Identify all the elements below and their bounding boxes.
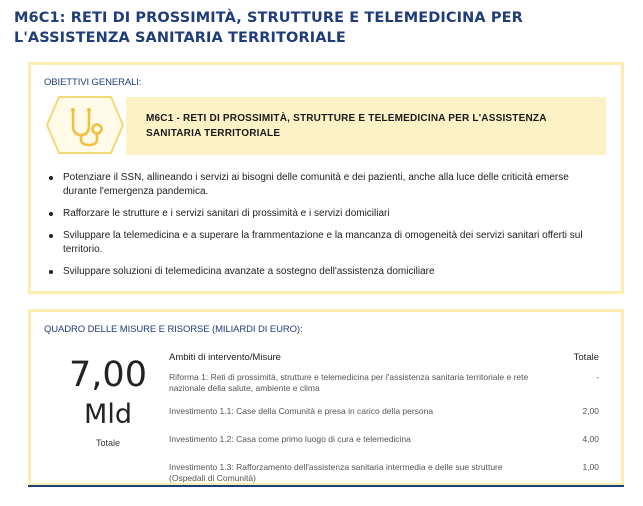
table-row (169, 402, 599, 430)
bullet-icon (49, 176, 53, 180)
measures-table (169, 352, 599, 490)
objectives-panel (28, 62, 624, 294)
measures-label: QUADRO DELLE MISURE E RISORSE (MILIARDI DI EURO): (44, 324, 303, 335)
measure-total: 4,00 (582, 434, 599, 444)
list-item: Rafforzare le strutture e i servizi sanitari di prossimità e i servizi domiciliari (45, 207, 605, 221)
list-item: Sviluppare la telemedicina e a superare la frammentazione e la mancanza di omogeneità dei servizi sanitari offerti sul territorio. (45, 229, 605, 257)
measure-total: 2,00 (582, 406, 599, 416)
list-item: Potenziare il SSN, allineando i servizi ai bisogni delle comunità e dei pazienti, anche alla luce delle criticità emerse durante l'emergenza pandemica. (45, 171, 605, 199)
bottom-divider (28, 485, 624, 487)
total-value: 7,00 (69, 355, 147, 395)
objectives-banner (126, 97, 606, 155)
measures-panel (28, 309, 624, 486)
total-unit: Mld (84, 399, 132, 430)
stethoscope-icon (45, 95, 125, 155)
list-item: Sviluppare soluzioni di telemedicina avanzate a sostegno dell'assistenza domiciliare (45, 265, 605, 279)
bullet-icon (49, 234, 53, 238)
measure-name: Riforma 1: Reti di prossimità, strutture e telemedicina per l'assistenza sanitaria territoriale e rete nazionale della salute, ambiente e clima (169, 372, 529, 393)
measure-name: Investimento 1.2: Casa come primo luogo di cura e telemedicina (169, 434, 411, 444)
table-row (169, 430, 599, 458)
measure-name: Investimento 1.3: Rafforzamento dell'assistenza sanitaria intermedia e delle sue strutture (Ospedali di Comunità) (169, 462, 503, 483)
total-label: Totale (95, 438, 121, 448)
measure-total: 1,00 (582, 462, 599, 472)
bullet-icon (49, 212, 53, 216)
objectives-list (45, 171, 605, 287)
table-header-row (169, 352, 599, 368)
page-title: M6C1: RETI DI PROSSIMITÀ, STRUTTURE E TELEMEDICINA PER L'ASSISTENZA SANITARIA TERRITORIALE (14, 10, 523, 46)
measure-total: - (596, 372, 599, 382)
column-header-area: Ambiti di intervento/Misure (169, 352, 281, 363)
table-row (169, 368, 599, 402)
measure-name: Investimento 1.1: Case della Comunità e presa in carico della persona (169, 406, 434, 416)
column-header-total: Totale (573, 352, 599, 363)
objectives-label: OBIETTIVI GENERALI: (44, 77, 142, 88)
banner-text: M6C1 - RETI DI PROSSIMITÀ, STRUTTURE E TELEMEDICINA PER L'ASSISTENZA SANITARIA TERRITORIALE (146, 113, 547, 139)
total-block (53, 354, 163, 448)
bullet-icon (49, 270, 53, 274)
